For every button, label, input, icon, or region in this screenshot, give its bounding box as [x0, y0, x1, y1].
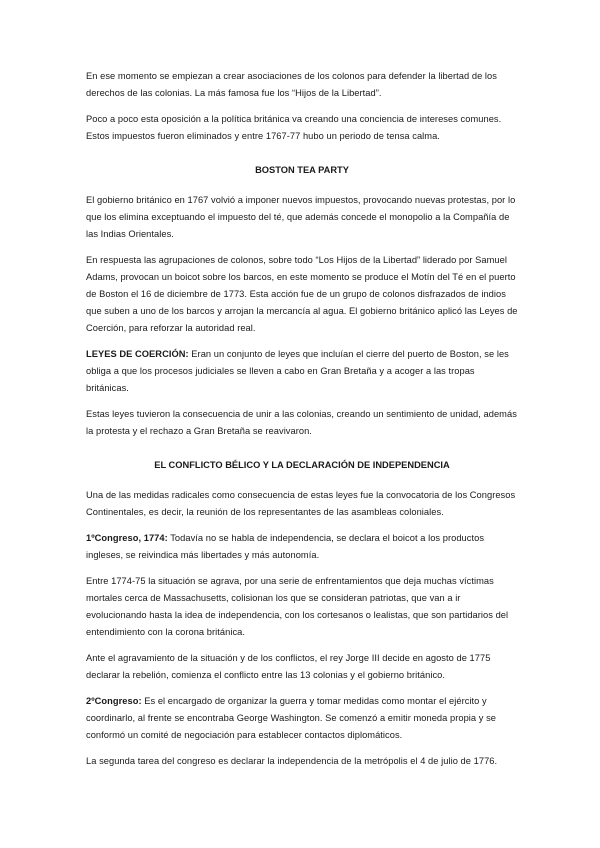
paragraph-second-congress [86, 693, 518, 744]
paragraph-first-congress [86, 530, 518, 564]
coercion-label: LEYES DE COERCIÓN: [86, 349, 189, 359]
paragraph-rebellion: Ante el agravamiento de la situación y de los conflictos, el rey Jorge III decide en agosto de 1775 declarar la rebelión, comienza el conflicto entre las 13 colonias y el gobierno británico. [86, 653, 491, 680]
paragraph-associations: En ese momento se empiezan a crear asociaciones de los colonos para defender la libertad de los derechos de las colonias. La más famosa fue los “Hijos de la Libertad”. [86, 71, 497, 98]
paragraph-declaration: La segunda tarea del congreso es declarar la independencia de la metrópolis el 4 de julio de 1776. [86, 756, 498, 766]
document-body [86, 68, 518, 779]
second-congress-label: 2ºCongreso: [86, 696, 142, 706]
paragraph-colonies-unity: Estas leyes tuvieron la consecuencia de unir a las colonias, creando un sentimiento de unidad, además la protesta y el rechazo a Gran Bretaña se reavivaron. [86, 409, 517, 436]
paragraph-coercion-laws [86, 346, 518, 397]
second-congress-text: Es el encargado de organizar la guerra y tomar medidas como montar el ejército y coordinarlo, al frente se encontraba George Washington. Se comenzó a emitir moneda propia y se conformó un comité de negociación para establecer contactos diplomáticos. [86, 696, 497, 740]
first-congress-label: 1ºCongreso, 1774: [86, 533, 168, 543]
paragraph-situation-worsens: Entre 1774-75 la situación se agrava, por una serie de enfrentamientos que deja muchas víctimas mortales cerca de Massachusetts, colisionan los que se consideran patriotas, que van a ir evolucionando hasta la idea de independencia, con los cortesanos o lealistas, que son partidarios del entendimiento con la corona británica. [86, 576, 509, 637]
heading-boston-tea-party: BOSTON TEA PARTY [255, 165, 349, 175]
coercion-text: Eran un conjunto de leyes que incluían el cierre del puerto de Boston, se les obliga a que los procesos judiciales se lleven a cabo en Gran Bretaña y a acoger a las tropas británicas. [86, 349, 509, 393]
paragraph-tea-party: En respuesta las agrupaciones de colonos, sobre todo “Los Hijos de la Libertad” liderado por Samuel Adams, provocan un boicot sobre los barcos, en este momento se produce el Motín del Té en el puerto de Boston el 16 de diciembre de 1773. Esta acción fue de un grupo de colonos disfrazados de indios que suben a uno de los barcos y arrojan la mercancía al agua. El gobierno británico aplicó las Leyes de Coerción, para reforzar la autoridad real. [86, 255, 518, 333]
paragraph-opposition: Poco a poco esta oposición a la política británica va creando una conciencia de intereses comunes. Estos impuestos fueron eliminados y entre 1767-77 hubo un periodo de tensa calma. [86, 114, 502, 141]
paragraph-continental-congress: Una de las medidas radicales como consecuencia de estas leyes fue la convocatoria de los Congresos Continentales, es decir, la reunión de los representantes de las asambleas coloniales. [86, 490, 516, 517]
paragraph-british-taxes: El gobierno británico en 1767 volvió a imponer nuevos impuestos, provocando nuevas protestas, por lo que los elimina exceptuando el impuesto del té, que además concede el monopolio a la Compañía de las Indias Orientales. [86, 195, 516, 239]
heading-war-independence: EL CONFLICTO BÉLICO Y LA DECLARACIÓN DE INDEPENDENCIA [154, 460, 450, 470]
first-congress-text: Todavía no se habla de independencia, se declara el boicot a los productos ingleses, se reivindica más libertades y más autonomía. [86, 533, 485, 560]
